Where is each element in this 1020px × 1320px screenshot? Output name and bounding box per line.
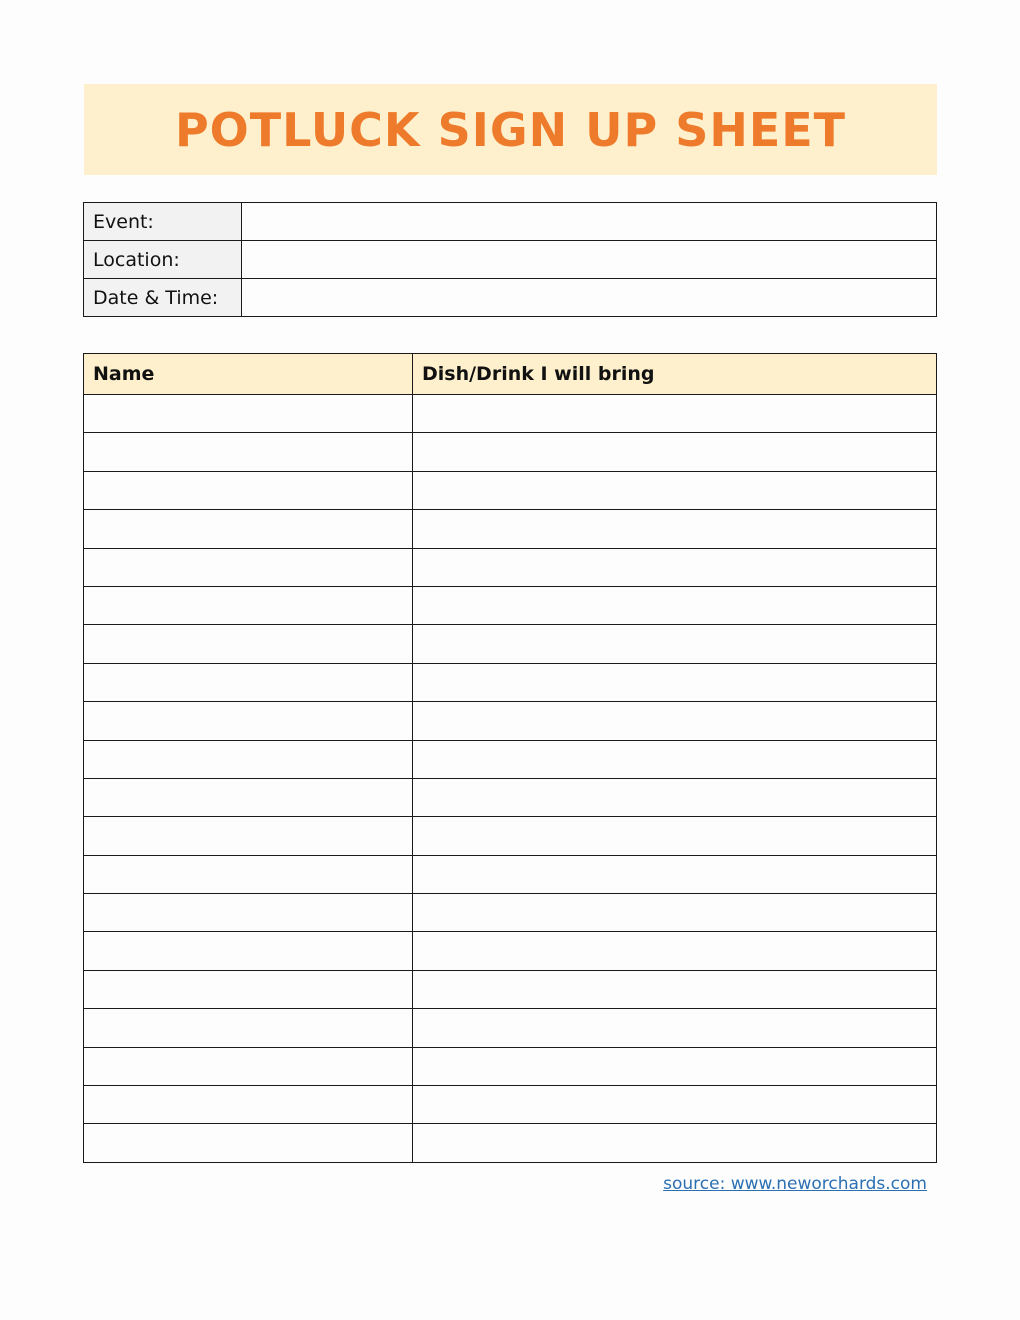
event-field[interactable] bbox=[242, 203, 937, 241]
table-row bbox=[84, 471, 937, 509]
table-row bbox=[84, 548, 937, 586]
table-row bbox=[84, 740, 937, 778]
name-column-header: Name bbox=[84, 354, 413, 395]
dish-cell[interactable] bbox=[413, 894, 937, 932]
dish-cell[interactable] bbox=[413, 625, 937, 663]
table-row bbox=[84, 625, 937, 663]
name-cell[interactable] bbox=[84, 778, 413, 816]
dish-cell[interactable] bbox=[413, 817, 937, 855]
name-cell[interactable] bbox=[84, 471, 413, 509]
table-row bbox=[84, 1009, 937, 1047]
dish-cell[interactable] bbox=[413, 1009, 937, 1047]
event-label: Event: bbox=[84, 203, 242, 241]
dish-cell[interactable] bbox=[413, 1124, 937, 1162]
table-row bbox=[84, 1047, 937, 1085]
name-cell[interactable] bbox=[84, 1047, 413, 1085]
date-time-row bbox=[84, 279, 937, 317]
dish-cell[interactable] bbox=[413, 778, 937, 816]
name-cell[interactable] bbox=[84, 663, 413, 701]
table-row bbox=[84, 855, 937, 893]
name-cell[interactable] bbox=[84, 510, 413, 548]
name-cell[interactable] bbox=[84, 1124, 413, 1162]
table-row bbox=[84, 586, 937, 624]
dish-cell[interactable] bbox=[413, 586, 937, 624]
table-row bbox=[84, 395, 937, 433]
name-cell[interactable] bbox=[84, 855, 413, 893]
dish-cell[interactable] bbox=[413, 702, 937, 740]
name-cell[interactable] bbox=[84, 894, 413, 932]
dish-cell[interactable] bbox=[413, 1086, 937, 1124]
title-banner bbox=[84, 84, 937, 175]
table-row bbox=[84, 663, 937, 701]
signup-table bbox=[83, 353, 937, 1163]
name-cell[interactable] bbox=[84, 395, 413, 433]
page-title: POTLUCK SIGN UP SHEET bbox=[174, 102, 847, 157]
dish-cell[interactable] bbox=[413, 970, 937, 1008]
location-field[interactable] bbox=[242, 241, 937, 279]
table-row bbox=[84, 817, 937, 855]
name-cell[interactable] bbox=[84, 740, 413, 778]
table-row bbox=[84, 702, 937, 740]
table-row bbox=[84, 1124, 937, 1162]
signup-rows bbox=[84, 395, 937, 1163]
dish-cell[interactable] bbox=[413, 510, 937, 548]
name-cell[interactable] bbox=[84, 817, 413, 855]
event-info-table bbox=[83, 202, 937, 317]
source-link[interactable]: source: www.neworchards.com bbox=[663, 1174, 927, 1194]
name-cell[interactable] bbox=[84, 586, 413, 624]
table-row bbox=[84, 1086, 937, 1124]
name-cell[interactable] bbox=[84, 433, 413, 471]
name-cell[interactable] bbox=[84, 702, 413, 740]
name-cell[interactable] bbox=[84, 1086, 413, 1124]
dish-cell[interactable] bbox=[413, 1047, 937, 1085]
dish-cell[interactable] bbox=[413, 932, 937, 970]
table-row bbox=[84, 510, 937, 548]
dish-cell[interactable] bbox=[413, 395, 937, 433]
dish-column-header: Dish/Drink I will bring bbox=[413, 354, 937, 395]
date-time-field[interactable] bbox=[242, 279, 937, 317]
table-row bbox=[84, 932, 937, 970]
name-cell[interactable] bbox=[84, 1009, 413, 1047]
name-cell[interactable] bbox=[84, 970, 413, 1008]
event-row bbox=[84, 203, 937, 241]
name-cell[interactable] bbox=[84, 625, 413, 663]
dish-cell[interactable] bbox=[413, 471, 937, 509]
table-row bbox=[84, 970, 937, 1008]
name-cell[interactable] bbox=[84, 932, 413, 970]
dish-cell[interactable] bbox=[413, 663, 937, 701]
table-row bbox=[84, 894, 937, 932]
dish-cell[interactable] bbox=[413, 855, 937, 893]
signup-header-row bbox=[84, 354, 937, 395]
date-time-label: Date & Time: bbox=[84, 279, 242, 317]
table-row bbox=[84, 778, 937, 816]
location-row bbox=[84, 241, 937, 279]
dish-cell[interactable] bbox=[413, 740, 937, 778]
table-row bbox=[84, 433, 937, 471]
dish-cell[interactable] bbox=[413, 548, 937, 586]
location-label: Location: bbox=[84, 241, 242, 279]
name-cell[interactable] bbox=[84, 548, 413, 586]
dish-cell[interactable] bbox=[413, 433, 937, 471]
